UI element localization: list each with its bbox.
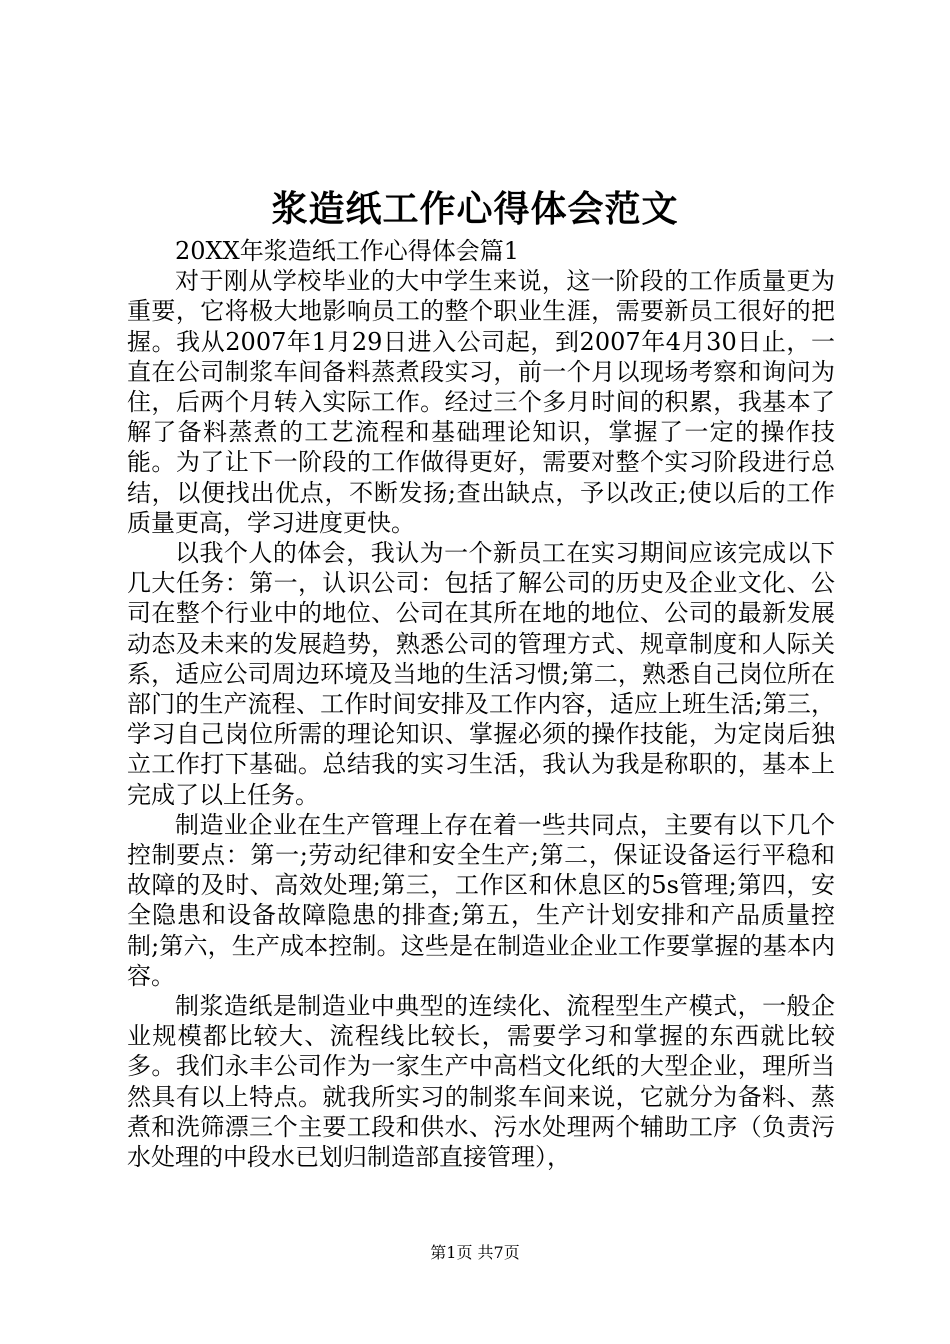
section-heading: 20XX年浆造纸工作心得体会篇1 <box>175 237 519 265</box>
paragraph-3: 制造业企业在生产管理上存在着一些共同点，主要有以下几个控制要点：第一;劳动纪律和安全生产;第二，保证设备运行平稳和故障的及时、高效处理;第三，工作区和休息区的5s管理;第四，安全隐患和设备故障隐患的排查;第五，生产计划安排和产品质量控制;第六，生产成本控制。这些是在制造业企业工作要掌握的基本内容。 <box>127 810 835 990</box>
document-body <box>127 236 835 1172</box>
document-title: 浆造纸工作心得体会范文 <box>271 188 679 230</box>
page-footer: 第1页 共7页 <box>430 1243 520 1262</box>
paragraph-2: 以我个人的体会，我认为一个新员工在实习期间应该完成以下几大任务：第一，认识公司：包括了解公司的历史及企业文化、公司在整个行业中的地位、公司在其所在地的地位、公司的最新发展动态及未来的发展趋势，熟悉公司的管理方式、规章制度和人际关系，适应公司周边环境及当地的生活习惯;第二，熟悉自己岗位所在部门的生产流程、工作时间安排及工作内容，适应上班生活;第三，学习自己岗位所需的理论知识、掌握必须的操作技能，为定岗后独立工作打下基础。总结我的实习生活，我认为我是称职的，基本上完成了以上任务。 <box>127 539 835 809</box>
paragraph-1: 对于刚从学校毕业的大中学生来说，这一阶段的工作质量更为重要，它将极大地影响员工的整个职业生涯，需要新员工很好的把握。我从2007年1月29日进入公司起，到2007年4月30日止，一直在公司制浆车间备料蒸煮段实习，前一个月以现场考察和询问为住，后两个月转入实际工作。经过三个多月时间的积累，我基本了解了备料蒸煮的工艺流程和基础理论知识，掌握了一定的操作技能。为了让下一阶段的工作做得更好，需要对整个实习阶段进行总结，以便找出优点，不断发扬;查出缺点，予以改正;使以后的工作质量更高，学习进度更快。 <box>127 267 835 537</box>
paragraph-4: 制浆造纸是制造业中典型的连续化、流程型生产模式，一般企业规模都比较大、流程线比较长，需要学习和掌握的东西就比较多。我们永丰公司作为一家生产中高档文化纸的大型企业，理所当然具有以上特点。就我所实习的制浆车间来说，它就分为备料、蒸煮和洗筛漂三个主要工段和供水、污水处理两个辅助工序（负责污水处理的中段水已划归制造部直接管理）， <box>127 992 835 1172</box>
